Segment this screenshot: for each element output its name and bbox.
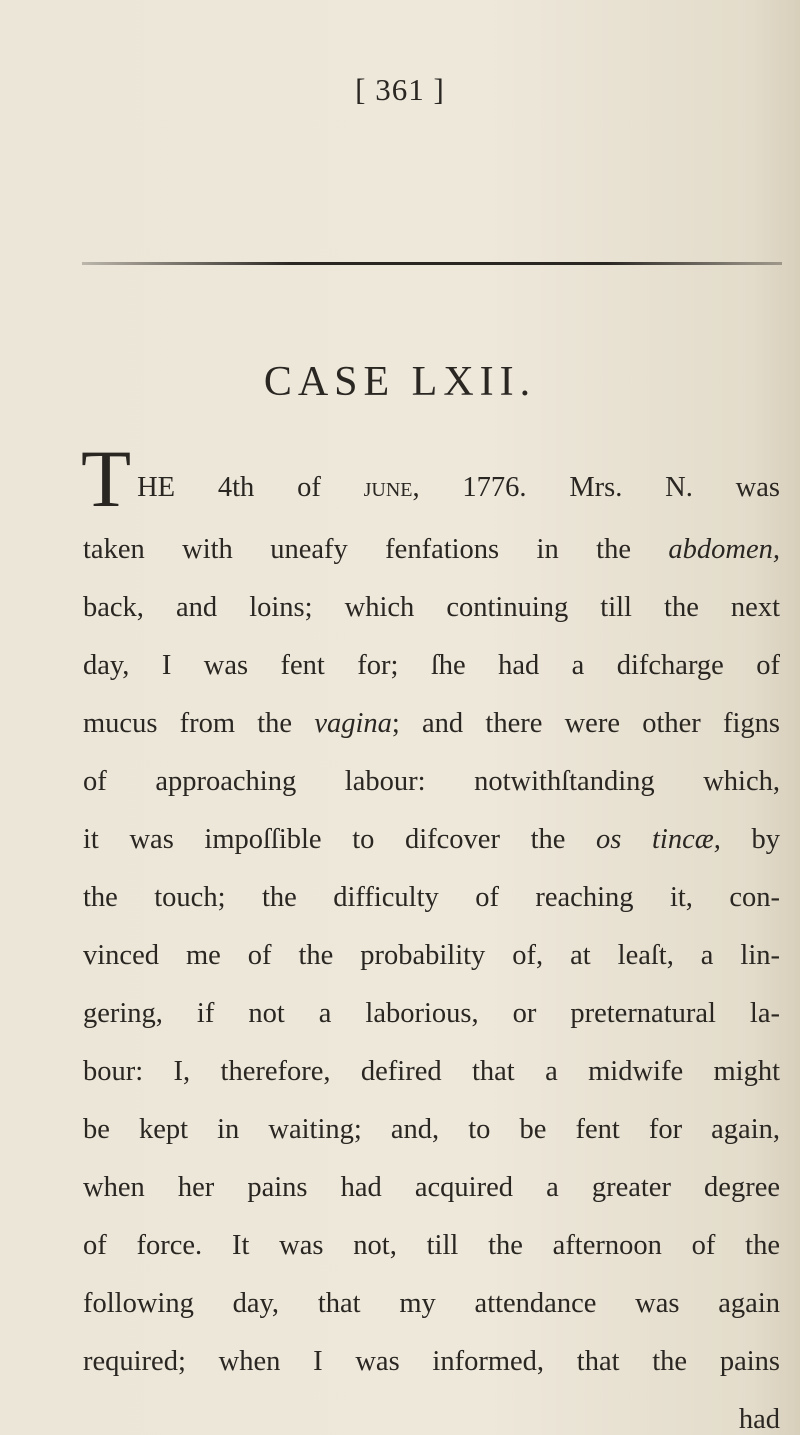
- case-heading: CASE LXII.: [263, 359, 537, 405]
- text-line: [83, 1159, 780, 1217]
- text-line: [83, 1101, 780, 1159]
- text-line: [83, 1217, 780, 1275]
- text-segment: following day, that my attendance was again: [83, 1288, 780, 1319]
- text-line: [83, 637, 780, 695]
- text-segment: the touch; the difficulty of reaching it, con-: [83, 882, 780, 913]
- drop-cap: T: [81, 433, 132, 524]
- text-line: [83, 1043, 780, 1101]
- text-segment: taken with uneafy fenfations in the: [83, 534, 669, 565]
- text-segment: abdomen,: [668, 534, 780, 565]
- text-segment: bour: I, therefore, defired that a midwife might: [83, 1056, 780, 1087]
- text-segment: had: [738, 1404, 780, 1435]
- text-segment: gering, if not a laborious, or preternatural la-: [83, 998, 780, 1029]
- text-segment: mucus from the: [83, 708, 315, 739]
- text-line: [83, 579, 780, 637]
- text-line: [83, 985, 780, 1043]
- text-line: [83, 695, 780, 753]
- text-line: [81, 433, 781, 524]
- text-segment: be kept in waiting; and, to be fent for again,: [83, 1114, 780, 1145]
- text-segment: 1776. Mrs. N. was: [419, 472, 781, 503]
- text-segment: june,: [363, 472, 420, 503]
- text-line: [83, 811, 780, 869]
- text-segment: when her pains had acquired a greater degree: [83, 1172, 780, 1203]
- text-line: [83, 1275, 780, 1333]
- text-segment: ; and there were other figns: [391, 708, 780, 739]
- text-line: [83, 1391, 780, 1435]
- text-segment: back, and loins; which continuing till the next: [83, 592, 780, 623]
- text-segment: by: [720, 824, 780, 855]
- text-line: [83, 927, 780, 985]
- body-text: [81, 433, 781, 1435]
- text-segment: required; when I was informed, that the pains: [83, 1346, 780, 1377]
- text-segment: vagina: [314, 708, 392, 739]
- text-line: [83, 1333, 780, 1391]
- text-segment: HE 4th of: [137, 472, 364, 503]
- text-line: [83, 521, 780, 579]
- header-rule: [82, 262, 782, 265]
- text-line: [83, 869, 780, 927]
- text-segment: os tincæ,: [596, 824, 721, 855]
- text-line: [83, 753, 780, 811]
- text-segment: of force. It was not, till the afternoon of the: [83, 1230, 780, 1261]
- text-segment: day, I was fent for; ſhe had a difcharge of: [83, 650, 780, 681]
- page-number: [ 361 ]: [355, 72, 445, 107]
- text-segment: vinced me of the probability of, at leaſt, a lin-: [83, 940, 780, 971]
- text-segment: of approaching labour: notwithſtanding which,: [83, 766, 780, 797]
- text-segment: it was impoſſible to difcover the: [83, 824, 597, 855]
